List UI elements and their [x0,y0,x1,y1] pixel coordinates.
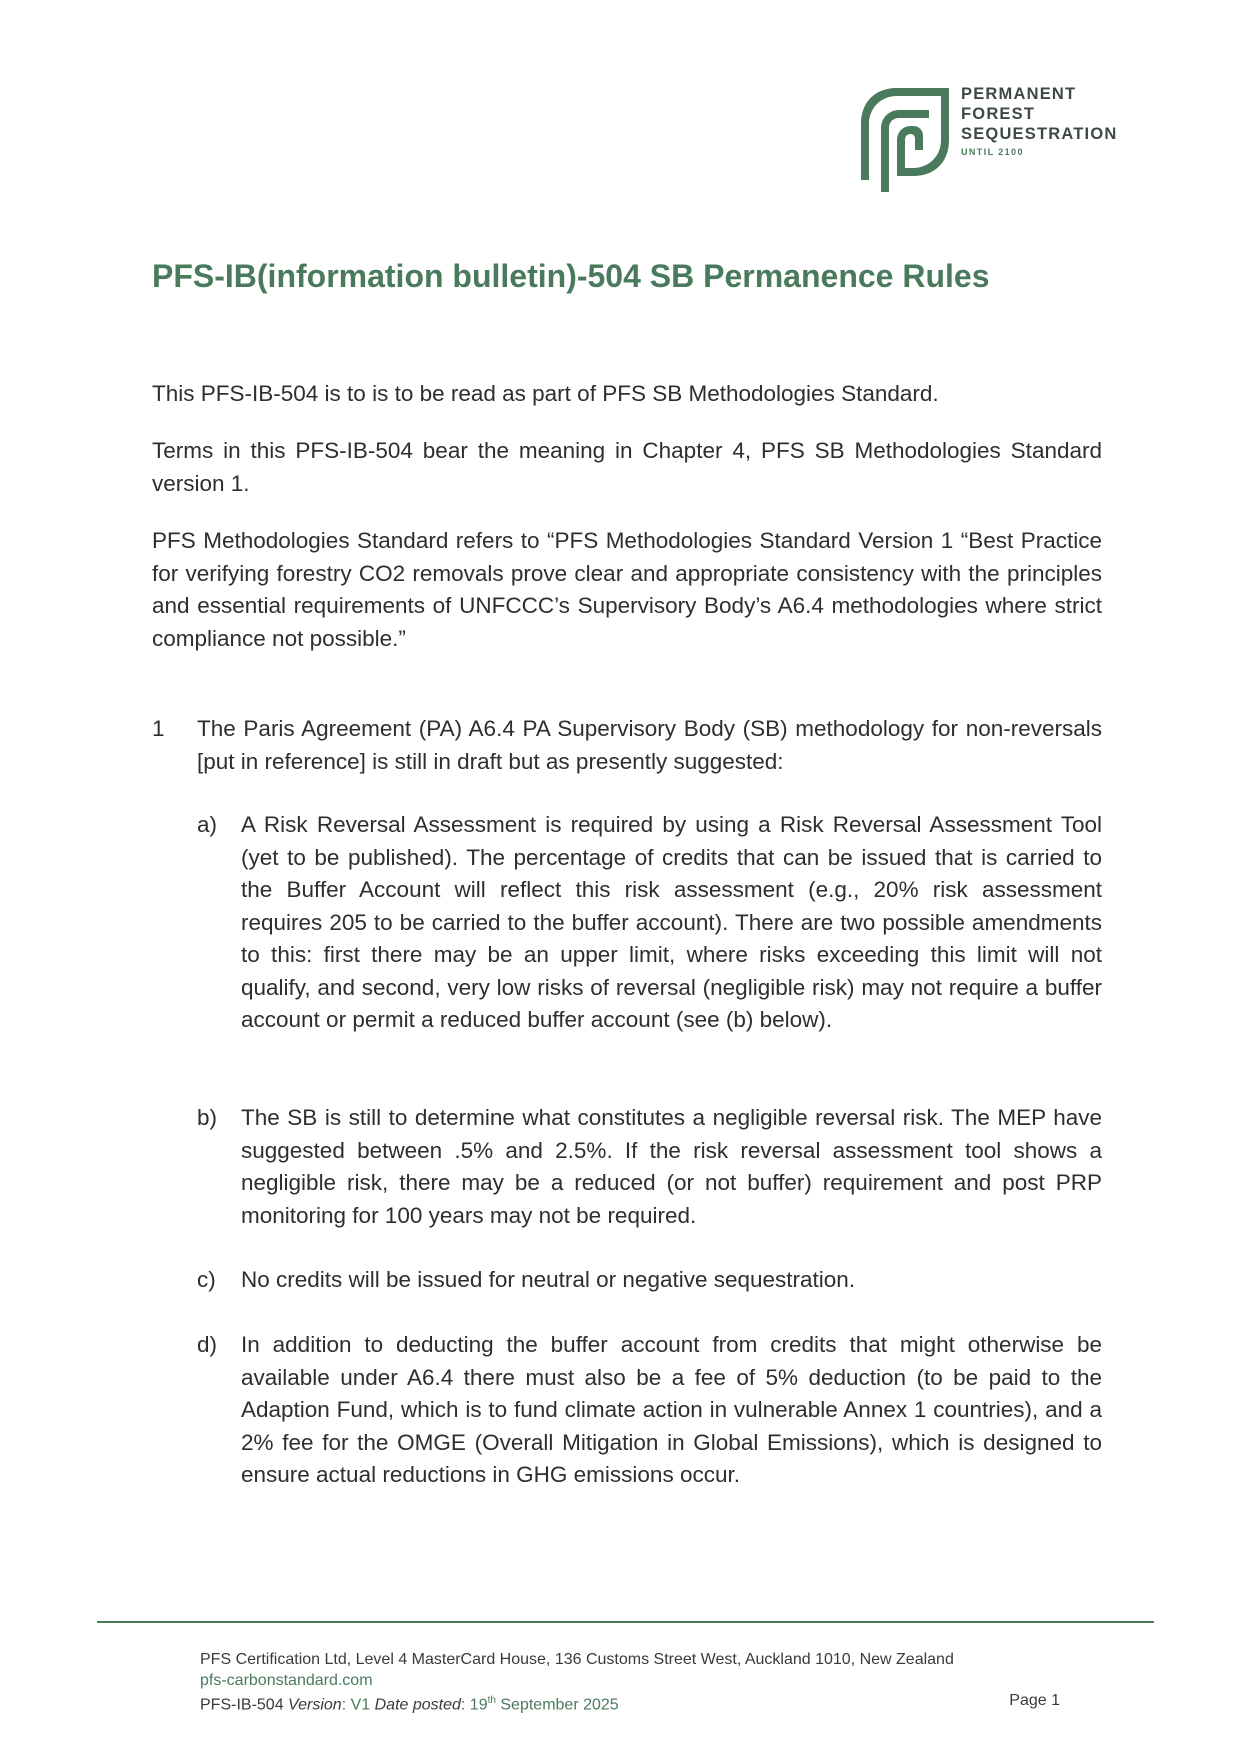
logo-line-3: SEQUESTRATION [961,125,1118,143]
footer-date-rest: September 2025 [495,1696,619,1714]
footer-date-suffix: th [487,1695,496,1706]
logo-wordmark [961,84,1117,160]
company-logo [857,84,1137,196]
page-footer [200,1650,1060,1716]
subitem-label-b: b) [197,1105,218,1130]
subitem-text-c: No credits will be issued for neutral or negative sequestration. [241,1267,856,1292]
pfs-leaf-logo-icon [857,84,953,196]
intro-paragraph-1: This PFS-IB-504 is to is to be read as part of PFS SB Methodologies Standard. [152,381,939,406]
footer-divider [97,1621,1154,1623]
footer-address: PFS Certification Ltd, Level 4 MasterCard House, 136 Customs Street West, Auckland 1010, New Zealand [200,1651,954,1668]
subitem-label-a: a) [197,812,218,837]
subitem-text-b: The SB is still to determine what constitutes a negligible reversal risk. The MEP have suggested between .5% and 2.5%. If the risk reversal assessment tool shows a negligible risk, there may be a reduced (or not buffer) requirement and post PRP monitoring for 100 years may not be required. [241,1105,1102,1228]
footer-date-day: : 19 [460,1696,488,1714]
intro-paragraph-2: Terms in this PFS-IB-504 bear the meaning in Chapter 4, PFS SB Methodologies Standard version 1. [152,438,1102,496]
subitem-label-d: d) [197,1332,218,1357]
item-text: The Paris Agreement (PA) A6.4 PA Supervisory Body (SB) methodology for non-reversals [put in reference] is still in draft but as presently suggested: [197,716,1102,774]
subitem-label-c: c) [197,1267,216,1292]
footer-date-label: Date posted [374,1696,461,1714]
footer-doc-meta [200,1691,1060,1716]
footer-doc-id: PFS-IB-504 [200,1696,284,1714]
page-number: Page 1 [1009,1692,1060,1709]
subitem-text-a: A Risk Reversal Assessment is required by using a Risk Reversal Assessment Tool (yet to be published). The percentage of credits that can be issued that is carried to the Buffer Account will reflect this risk assessment (e.g., 20% risk assessment requires 205 to be carried to the buffer account). There are two possible amendments to this: first there may be an upper limit, where risks exceeding this limit will not qualify, and second, very low risks of reversal (negligible risk) may not require a buffer account or permit a reduced buffer account (see (b) below). [241,812,1102,1032]
item-number: 1 [152,716,165,741]
footer-website-link[interactable]: pfs-carbonstandard.com [200,1671,373,1689]
logo-line-2: FOREST [961,105,1036,123]
logo-tagline: UNTIL 2100 [961,147,1024,157]
footer-version-value: : V1 [341,1696,371,1714]
document-title: PFS-IB(information bulletin)-504 SB Permanence Rules [152,258,990,294]
logo-line-1: PERMANENT [961,85,1077,103]
intro-paragraph-3: PFS Methodologies Standard refers to “PFS Methodologies Standard Version 1 “Best Practice for verifying forestry CO2 removals prove clear and appropriate consistency with the principles and essential requirements of UNFCCC’s Supervisory Body’s A6.4 methodologies where strict compliance not possible.” [152,528,1102,651]
footer-version-label: Version [288,1696,342,1714]
subitem-text-d: In addition to deducting the buffer account from credits that might otherwise be available under A6.4 there must also be a fee of 5% deduction (to be paid to the Adaption Fund, which is to fund climate action in vulnerable Annex 1 countries), and a 2% fee for the OMGE (Overall Mitigation in Global Emissions), which is designed to ensure actual reductions in GHG emissions occur. [241,1332,1102,1487]
